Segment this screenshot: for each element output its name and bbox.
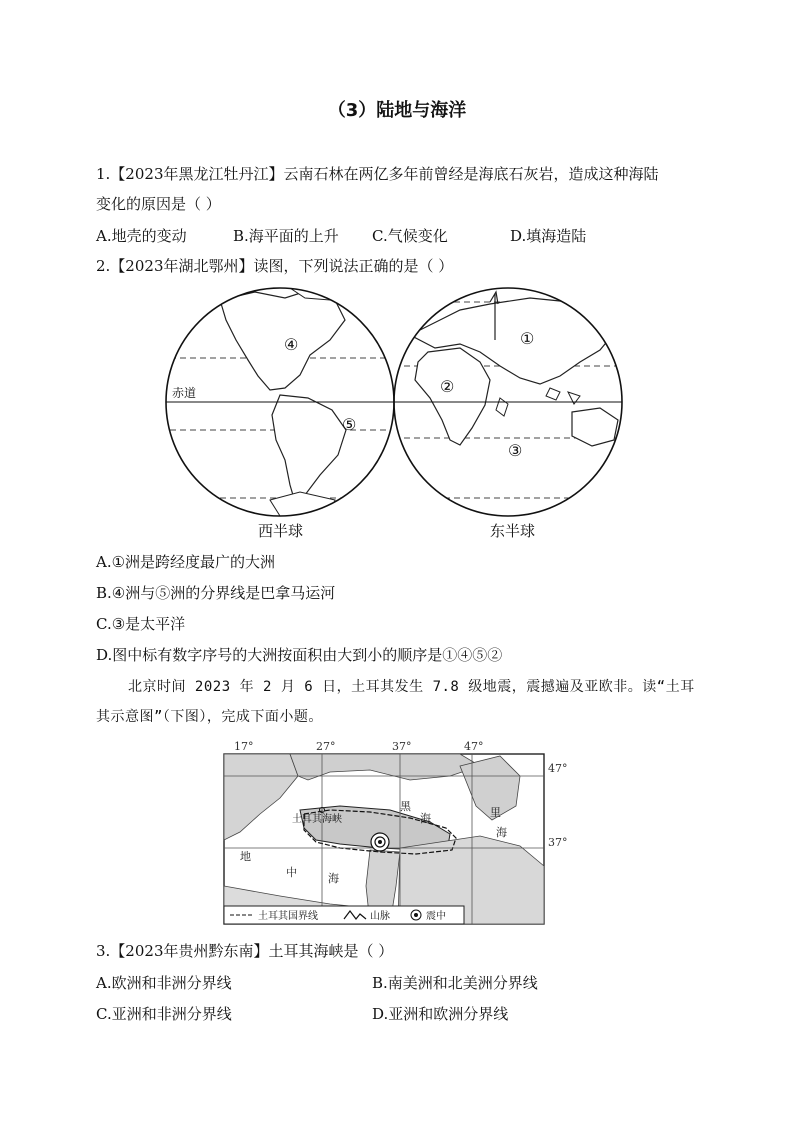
marker-1: ① xyxy=(520,329,535,348)
q3-option-d: D.亚洲和欧洲分界线 xyxy=(372,1005,509,1023)
med-sea-char-2: 中 xyxy=(286,866,297,879)
marker-3: ③ xyxy=(508,441,523,460)
black-sea-char-1: 黑 xyxy=(400,800,411,813)
australia-shape xyxy=(572,408,618,446)
west-hemisphere-label: 西半球 xyxy=(258,522,304,540)
lon-label-27: 27° xyxy=(316,740,336,753)
q1-option-b: B.海平面的上升 xyxy=(233,227,339,245)
strait-label: 土耳其海峡 xyxy=(292,814,342,825)
lat-label-37: 37° xyxy=(548,836,568,849)
q1-option-c: C.气候变化 xyxy=(372,227,448,245)
q2-option-c: C.③是太平洋 xyxy=(96,615,186,633)
east-hemisphere-label: 东半球 xyxy=(490,522,536,540)
eastern-hemisphere xyxy=(394,292,640,498)
lat-label-47: 47° xyxy=(548,762,568,775)
epicenter-icon xyxy=(371,833,389,851)
q2-option-b: B.④洲与⑤洲的分界线是巴拿马运河 xyxy=(96,584,336,602)
q3-option-c: C.亚洲和非洲分界线 xyxy=(96,1005,232,1023)
q2-stem: 2.【2023年湖北鄂州】读图，下列说法正确的是（ ） xyxy=(96,257,454,275)
caspian-sea-char-1: 里 xyxy=(490,806,501,819)
q3-stem: 3.【2023年贵州黔东南】土耳其海峡是（ ） xyxy=(96,942,394,960)
q3-option-a: A.欧洲和非洲分界线 xyxy=(96,974,232,992)
legend-border-label: 土耳其国界线 xyxy=(258,911,318,922)
turkey-map xyxy=(220,736,580,926)
med-sea-char-1: 地 xyxy=(240,850,251,863)
caspian-sea-char-2: 海 xyxy=(496,826,507,839)
hemisphere-map xyxy=(160,280,640,550)
north-america-shape xyxy=(220,290,345,390)
q1-stem-line1: 1.【2023年黑龙江牡丹江】云南石林在两亿多年前曾经是海底石灰岩，造成这种海陆 xyxy=(96,165,659,183)
q1-option-a: A.地壳的变动 xyxy=(96,227,187,245)
south-america-shape xyxy=(272,395,346,502)
intro-line2: 其示意图”（下图），完成下面小题。 xyxy=(96,709,323,725)
intro-line1: 北京时间 2023 年 2 月 6 日，土耳其发生 7.8 级地震，震撼遍及亚欧非。读“土耳 xyxy=(128,679,695,695)
lon-label-47: 47° xyxy=(464,740,484,753)
lon-label-17: 17° xyxy=(234,740,254,753)
legend-epicenter-label: 震中 xyxy=(426,911,446,922)
q2-option-d: D.图中标有数字序号的大洲按面积由大到小的顺序是①④⑤② xyxy=(96,646,503,664)
marker-2: ② xyxy=(440,377,455,396)
legend-mountain-label: 山脉 xyxy=(370,911,390,922)
q1-stem-line2: 变化的原因是（ ） xyxy=(96,195,221,213)
q3-option-b: B.南美洲和北美洲分界线 xyxy=(372,974,538,992)
africa-shape xyxy=(415,348,490,445)
marker-5: ⑤ xyxy=(342,415,357,434)
black-sea-char-2: 海 xyxy=(420,812,431,825)
page-title: （3）陆地与海洋 xyxy=(327,100,467,121)
med-sea-char-3: 海 xyxy=(328,872,339,885)
q1-option-d: D.填海造陆 xyxy=(510,227,587,245)
equator-label: 赤道 xyxy=(172,386,197,400)
marker-4: ④ xyxy=(284,335,299,354)
q2-option-a: A.①洲是跨经度最广的大洲 xyxy=(96,553,276,571)
lon-label-37: 37° xyxy=(392,740,412,753)
